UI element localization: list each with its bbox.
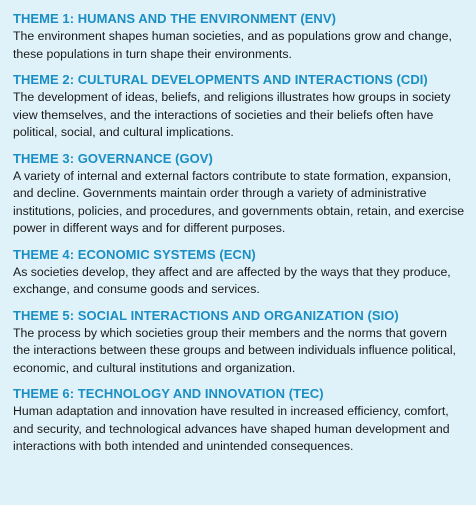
theme-title: THEME 3: GOVERNANCE (GOV)	[13, 150, 213, 166]
theme-description: The environment shapes human societies, and as populations grow and change, these populations in turn shape their environments.	[13, 29, 452, 61]
theme-1	[13, 10, 466, 63]
theme-description: The development of ideas, beliefs, and religions illustrates how groups in society view themselves, and the interactions of societies and their beliefs often have political, social, and cultural implications.	[13, 90, 451, 139]
theme-5	[13, 307, 466, 378]
theme-4	[13, 246, 466, 299]
theme-description: A variety of internal and external factors contribute to state formation, expansion, and decline. Governments maintain order through a variety of administrative institutions, policies, and procedures, and governments obtain, retain, and exercise power in different ways and for different purposes.	[13, 168, 465, 235]
theme-title: THEME 4: ECONOMIC SYSTEMS (ECN)	[13, 246, 256, 262]
theme-2	[13, 71, 466, 142]
theme-3	[13, 150, 466, 238]
theme-6	[13, 385, 466, 456]
theme-description: As societies develop, they affect and are affected by the ways that they produce, exchange, and consume goods and services.	[13, 264, 451, 296]
theme-title: THEME 6: TECHNOLOGY AND INNOVATION (TEC)	[13, 386, 324, 401]
theme-description: Human adaptation and innovation have resulted in increased efficiency, comfort, and security, and technological advances have shaped human development and interactions with both intended and unintended consequences.	[13, 404, 450, 453]
theme-title: THEME 1: HUMANS AND THE ENVIRONMENT (ENV)	[13, 11, 336, 26]
theme-title: THEME 5: SOCIAL INTERACTIONS AND ORGANIZATION (SIO)	[13, 307, 399, 323]
theme-title: THEME 2: CULTURAL DEVELOPMENTS AND INTERACTIONS (CDI)	[13, 72, 428, 87]
theme-description: The process by which societies group their members and the norms that govern the interactions between these groups and between individuals influence political, economic, and cultural institutions and organization.	[13, 325, 456, 375]
